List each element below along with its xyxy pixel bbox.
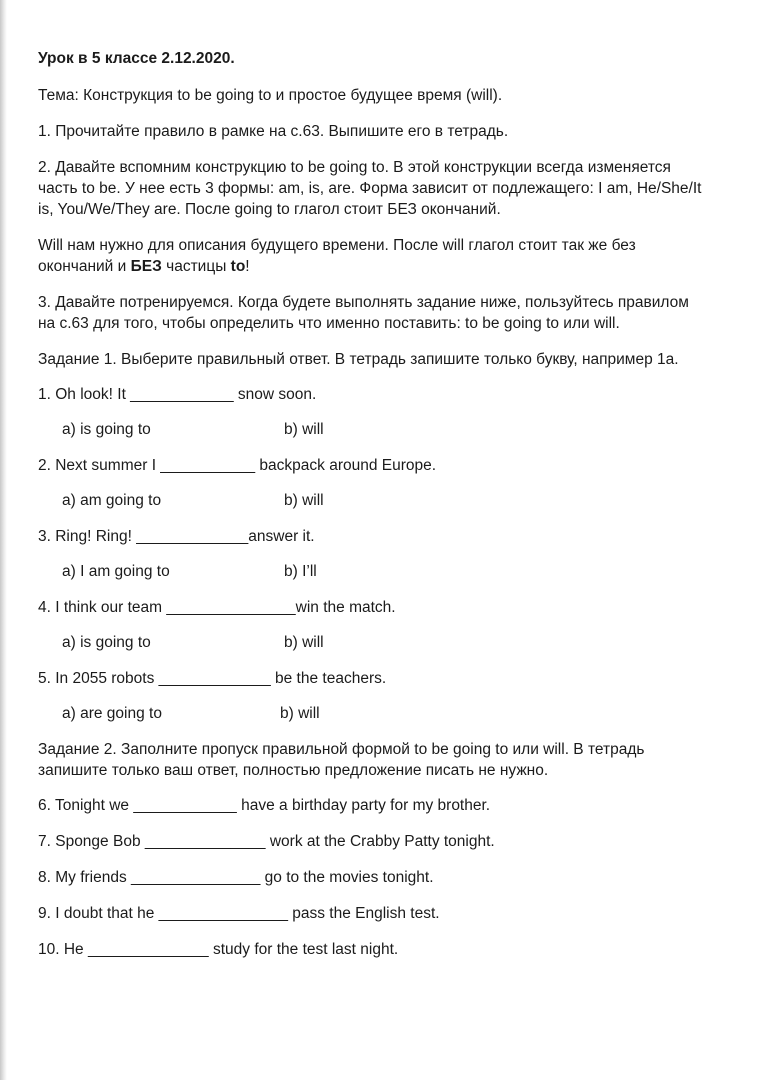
will-rule-bold-to: to [230, 258, 246, 275]
option-a: a) am going to [62, 492, 162, 509]
question-4-options [38, 632, 758, 653]
question-5-options [38, 703, 758, 724]
fill-in-sentence: 8. My friends _______________ go to the movies tonight. [38, 869, 434, 886]
task-2-heading [38, 739, 758, 781]
will-rule [38, 235, 758, 277]
step-2-line: 2. Давайте вспомним конструкцию to be going to. В этой конструкции всегда изменяется [38, 159, 671, 176]
step-2-instruction [38, 157, 758, 220]
option-a: a) I am going to [62, 563, 170, 580]
worksheet-page [38, 48, 758, 960]
question-4: 4. I think our team _______________win the match. [38, 599, 396, 616]
lesson-title: Урок в 5 классе 2.12.2020. [38, 50, 235, 67]
question-5: 5. In 2055 robots _____________ be the teachers. [38, 670, 387, 687]
lesson-topic: Тема: Конструкция to be going to и простое будущее время (will). [38, 87, 503, 104]
option-b: b) I’ll [284, 563, 317, 580]
option-a: a) is going to [62, 421, 151, 438]
fill-in-sentence: 10. He ______________ study for the test last night. [38, 941, 399, 958]
task-2-line: Задание 2. Заполните пропуск правильной формой to be going to или will. В тетрадь [38, 741, 645, 758]
task-2-line: запишите только ваш ответ, полностью предложение писать не нужно. [38, 762, 549, 779]
step-3-instruction [38, 292, 758, 334]
step-3-line: на с.63 для того, чтобы определить что именно поставить: to be going to или will. [38, 315, 620, 332]
question-1: 1. Oh look! It ____________ snow soon. [38, 386, 317, 403]
will-rule-text: частицы [161, 258, 231, 275]
fill-in-sentence: 7. Sponge Bob ______________ work at the Crabby Patty tonight. [38, 833, 495, 850]
question-3: 3. Ring! Ring! _____________answer it. [38, 528, 315, 545]
fill-in-sentence: 6. Tonight we ____________ have a birthday party for my brother. [38, 797, 491, 814]
option-b: b) will [280, 705, 320, 722]
question-1-options [38, 419, 758, 440]
option-a: a) are going to [62, 705, 162, 722]
option-b: b) will [284, 634, 324, 651]
question-3-options [38, 561, 758, 582]
question-2-options [38, 490, 758, 511]
task-1-heading: Задание 1. Выберите правильный ответ. В тетрадь запишите только букву, например 1а. [38, 351, 679, 368]
option-b: b) will [284, 421, 324, 438]
step-1-instruction: 1. Прочитайте правило в рамке на с.63. Выпишите его в тетрадь. [38, 123, 509, 140]
will-rule-text: окончаний и [38, 258, 131, 275]
will-rule-line-2 [38, 256, 758, 277]
page-left-edge-shadow [0, 0, 7, 1080]
step-2-line: is, You/We/They are. После going to глагол стоит БЕЗ окончаний. [38, 201, 501, 218]
fill-in-sentence: 9. I doubt that he _______________ pass the English test. [38, 905, 440, 922]
step-2-line: часть to be. У нее есть 3 формы: am, is, are. Форма зависит от подлежащего: I am, He/She/It [38, 180, 702, 197]
will-rule-line: Will нам нужно для описания будущего времени. После will глагол стоит так же без [38, 237, 636, 254]
question-2: 2. Next summer I ___________ backpack around Europe. [38, 457, 437, 474]
option-b: b) will [284, 492, 324, 509]
will-rule-text: ! [245, 258, 250, 275]
step-3-line: 3. Давайте потренируемся. Когда будете выполнять задание ниже, пользуйтесь правилом [38, 294, 689, 311]
option-a: a) is going to [62, 634, 151, 651]
will-rule-bold-bez: БЕЗ [130, 258, 162, 275]
